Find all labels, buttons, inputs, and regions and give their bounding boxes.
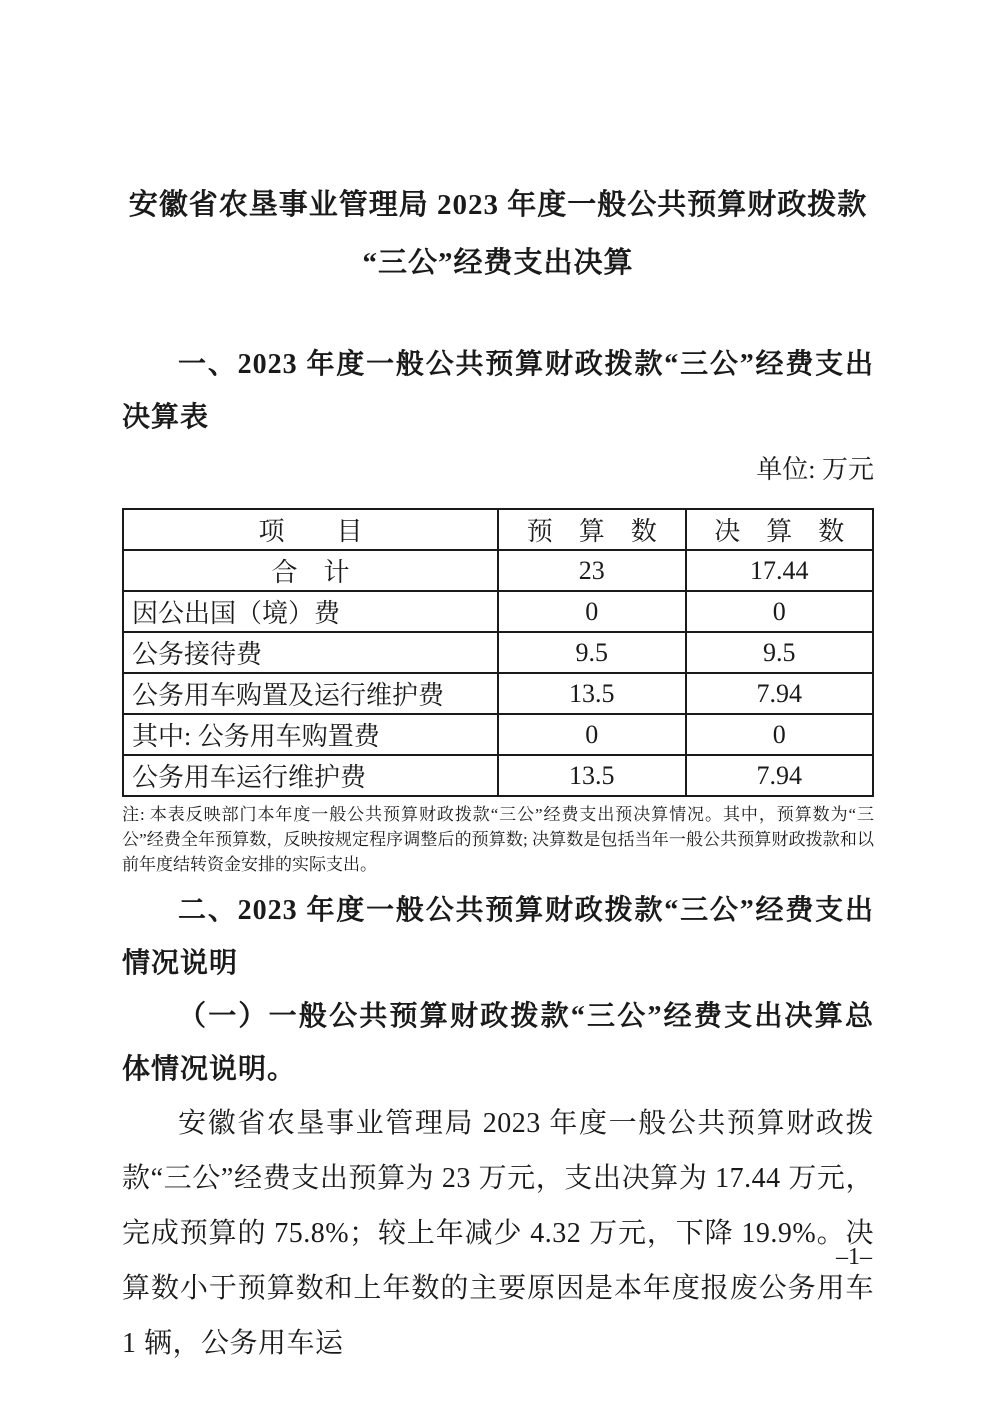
item-cell: 因公出国（境）费 xyxy=(123,591,498,632)
budget-cell: 13.5 xyxy=(498,673,686,714)
budget-cell: 0 xyxy=(498,714,686,755)
page-content xyxy=(122,176,874,1371)
final-cell: 0 xyxy=(686,591,874,632)
header-item: 项 目 xyxy=(123,509,498,550)
budget-cell: 13.5 xyxy=(498,755,686,796)
final-cell: 7.94 xyxy=(686,755,874,796)
item-cell: 公务接待费 xyxy=(123,632,498,673)
section2-heading: 二、2023 年度一般公共预算财政拨款“三公”经费支出情况说明 xyxy=(122,895,874,979)
section1-heading: 一、2023 年度一般公共预算财政拨款“三公”经费支出决算表 xyxy=(122,349,874,433)
table-note: 注: 本表反映部门本年度一般公共预算财政拨款“三公”经费支出预决算情况。其中，预算数为“三公”经费全年预算数，反映按规定程序调整后的预算数; 决算数是包括当年一般公共预算财政拨款和以前年度结转资金安排的实际支出。 xyxy=(122,805,874,874)
final-cell: 9.5 xyxy=(686,632,874,673)
item-cell: 合 计 xyxy=(123,550,498,591)
table-row xyxy=(123,632,873,673)
budget-cell: 9.5 xyxy=(498,632,686,673)
item-cell: 公务用车运行维护费 xyxy=(123,755,498,796)
body-paragraph: 安徽省农垦事业管理局 2023 年度一般公共预算财政拨款“三公”经费支出预算为 23 万元，支出决算为 17.44 万元，完成预算的 75.8%；较上年减少 4.32 万元，下降 19.9%。决算数小于预算数和上年数的主要原因是本年度报废公务用车 1 辆，公务用车运 xyxy=(122,1108,874,1359)
header-budget: 预 算 数 xyxy=(498,509,686,550)
table-header-row xyxy=(123,509,873,550)
section2-subheading: （一）一般公共预算财政拨款“三公”经费支出决算总体情况说明。 xyxy=(122,1001,874,1085)
document-title-line1: 安徽省农垦事业管理局 2023 年度一般公共预算财政拨款 xyxy=(128,189,868,221)
table-row xyxy=(123,755,873,796)
unit-label: 单位: 万元 xyxy=(756,455,874,484)
table-row xyxy=(123,714,873,755)
final-cell: 0 xyxy=(686,714,874,755)
header-final: 决 算 数 xyxy=(686,509,874,550)
budget-cell: 23 xyxy=(498,550,686,591)
page-number: –1– xyxy=(836,1244,872,1270)
item-cell: 公务用车购置及运行维护费 xyxy=(123,673,498,714)
table-row xyxy=(123,673,873,714)
table-row xyxy=(123,550,873,591)
budget-cell: 0 xyxy=(498,591,686,632)
budget-table xyxy=(122,508,874,797)
table-row xyxy=(123,591,873,632)
final-cell: 7.94 xyxy=(686,673,874,714)
document-title xyxy=(122,176,874,292)
final-cell: 17.44 xyxy=(686,550,874,591)
document-title-line2: “三公”经费支出决算 xyxy=(362,247,634,279)
item-cell: 其中: 公务用车购置费 xyxy=(123,714,498,755)
